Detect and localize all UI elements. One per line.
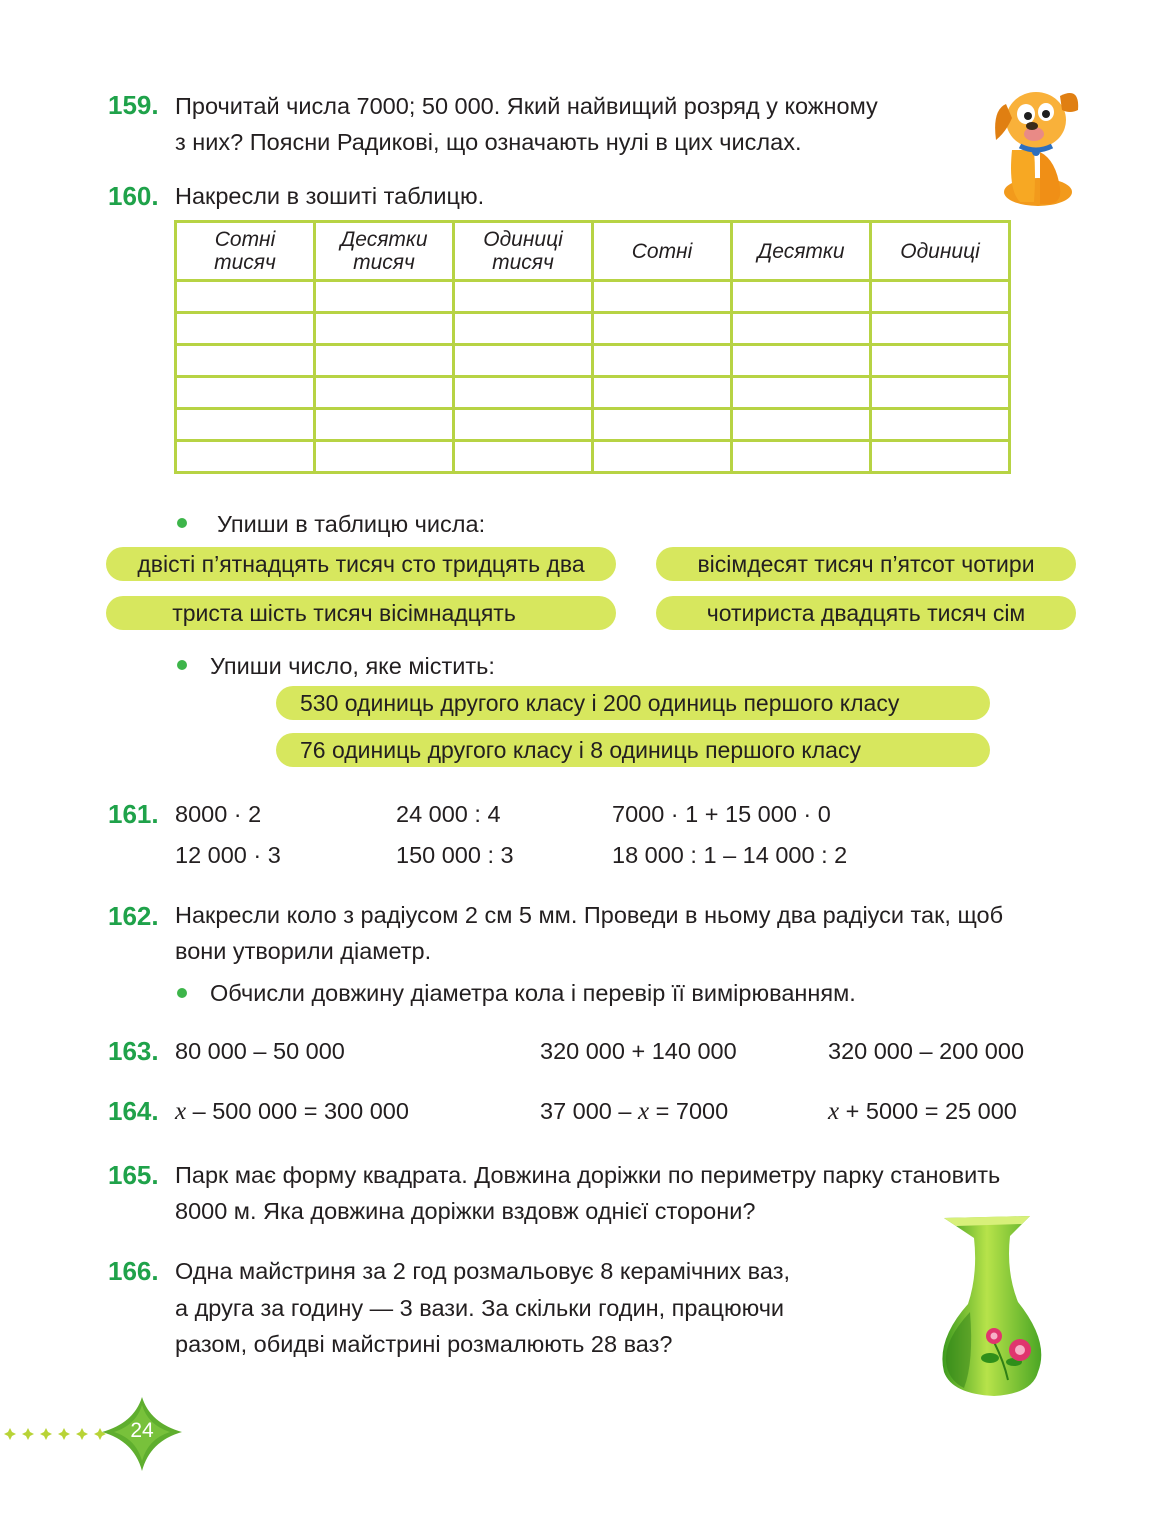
exercise-text: Накресли коло з радіусом 2 см 5 мм. Проведи в ньому два радіуси так, щоб <box>175 902 1004 928</box>
vase-illustration <box>934 1212 1052 1398</box>
digit-places-table <box>174 220 1011 474</box>
expression: 24 000 : 4 <box>396 801 501 827</box>
exercise-text: Парк має форму квадрата. Довжина доріжки по периметру парку становить <box>175 1162 1001 1188</box>
expression: 12 000 · 3 <box>175 842 281 868</box>
expression: 18 000 : 1 – 14 000 : 2 <box>612 842 848 868</box>
exercise-text: 8000 м. Яка довжина доріжки вздовж однієї сторони? <box>175 1198 756 1224</box>
exercise-text: разом, обидві майстрині розмалюють 28 ваз? <box>175 1331 673 1357</box>
equation: 37 000 – x = 7000 <box>540 1098 729 1125</box>
class-units-pill: 76 одиниць другого класу і 8 одиниць першого класу <box>276 733 990 767</box>
task-text: Упиши в таблицю числа: <box>217 511 486 537</box>
number-words-pill: двісті п’ятнадцять тисяч сто тридцять два <box>106 547 616 581</box>
exercise-number: 163. <box>108 1036 159 1066</box>
table-row <box>176 345 1010 377</box>
exercise-number: 161. <box>108 799 159 829</box>
table-row <box>176 313 1010 345</box>
page-number: 24 <box>130 1419 154 1442</box>
number-words-pill: вісімдесят тисяч п’ятсот чотири <box>656 547 1076 581</box>
table-header: Десятки <box>732 222 871 281</box>
exercise-text: а друга за годину — 3 вази. За скільки годин, працюючи <box>175 1295 785 1321</box>
dog-illustration <box>990 80 1082 210</box>
exercise-text: Прочитай числа 7000; 50 000. Який найвищий розряд у кожному <box>175 93 878 119</box>
equation: x – 500 000 = 300 000 <box>175 1098 409 1125</box>
table-row <box>176 281 1010 313</box>
table-header: Одиниці <box>871 222 1010 281</box>
expression: 320 000 + 140 000 <box>540 1038 737 1064</box>
bullet-icon <box>177 660 187 670</box>
exercise-text: Накресли в зошиті таблицю. <box>175 183 485 209</box>
exercise-text: з них? Поясни Радикові, що означають нулі в цих числах. <box>175 129 802 155</box>
bullet-icon <box>177 988 187 998</box>
table-row <box>176 441 1010 473</box>
table-row <box>176 377 1010 409</box>
expression: 150 000 : 3 <box>396 842 514 868</box>
table-header: Десятки тисяч <box>315 222 454 281</box>
table-header: Одиниці тисяч <box>454 222 593 281</box>
table-row <box>176 409 1010 441</box>
exercise-number: 162. <box>108 901 159 931</box>
exercise-number: 166. <box>108 1256 159 1286</box>
exercise-text: Одна майстриня за 2 год розмальовує 8 керамічних ваз, <box>175 1258 790 1284</box>
table-header: Сотні <box>593 222 732 281</box>
exercise-number: 159. <box>108 90 159 120</box>
exercise-number: 165. <box>108 1160 159 1190</box>
class-units-pill: 530 одиниць другого класу і 200 одиниць першого класу <box>276 686 990 720</box>
task-text: Упиши число, яке містить: <box>210 653 495 679</box>
variable: x <box>828 1098 840 1125</box>
expression: 320 000 – 200 000 <box>828 1038 1025 1064</box>
number-words-pill: чотириста двадцять тисяч сім <box>656 596 1076 630</box>
exercise-number: 160. <box>108 181 159 211</box>
number-words-pill: триста шість тисяч вісімнадцять <box>106 596 616 630</box>
exercise-text: вони утворили діаметр. <box>175 938 432 964</box>
expression: 7000 · 1 + 15 000 · 0 <box>612 801 831 827</box>
bullet-icon <box>177 518 187 528</box>
expression: 80 000 – 50 000 <box>175 1038 345 1064</box>
variable: x <box>638 1098 650 1125</box>
variable: x <box>175 1098 187 1125</box>
expression: 8000 · 2 <box>175 801 262 827</box>
task-text: Обчисли довжину діаметра кола і перевір її вимірюванням. <box>210 980 856 1006</box>
exercise-number: 164. <box>108 1096 159 1126</box>
equation: x + 5000 = 25 000 <box>828 1098 1017 1125</box>
table-header: Сотні тисяч <box>176 222 315 281</box>
